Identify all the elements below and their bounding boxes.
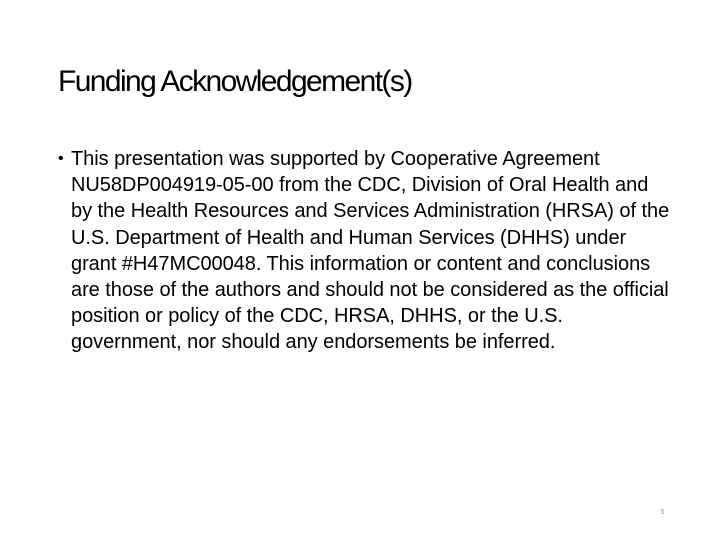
bullet-icon: • [58,150,64,167]
slide-number: 3 [660,509,664,516]
list-item [58,146,670,356]
bullet-list [58,146,670,356]
slide-title: Funding Acknowledgement(s) [58,65,412,98]
acknowledgement-text: This presentation was supported by Cooperative Agreement NU58DP004919-05-00 from the CDC, Division of Oral Health and by the Health Resources and Services Administration (HRSA) of the U.S. Department of Health and Human Services (DHHS) under grant #H47MC00048. This information or content and conclusions are those of the authors and should not be considered as the official position or policy of the CDC, HRSA, DHHS, or the U.S. government, nor should any endorsements be inferred. [71,148,670,354]
